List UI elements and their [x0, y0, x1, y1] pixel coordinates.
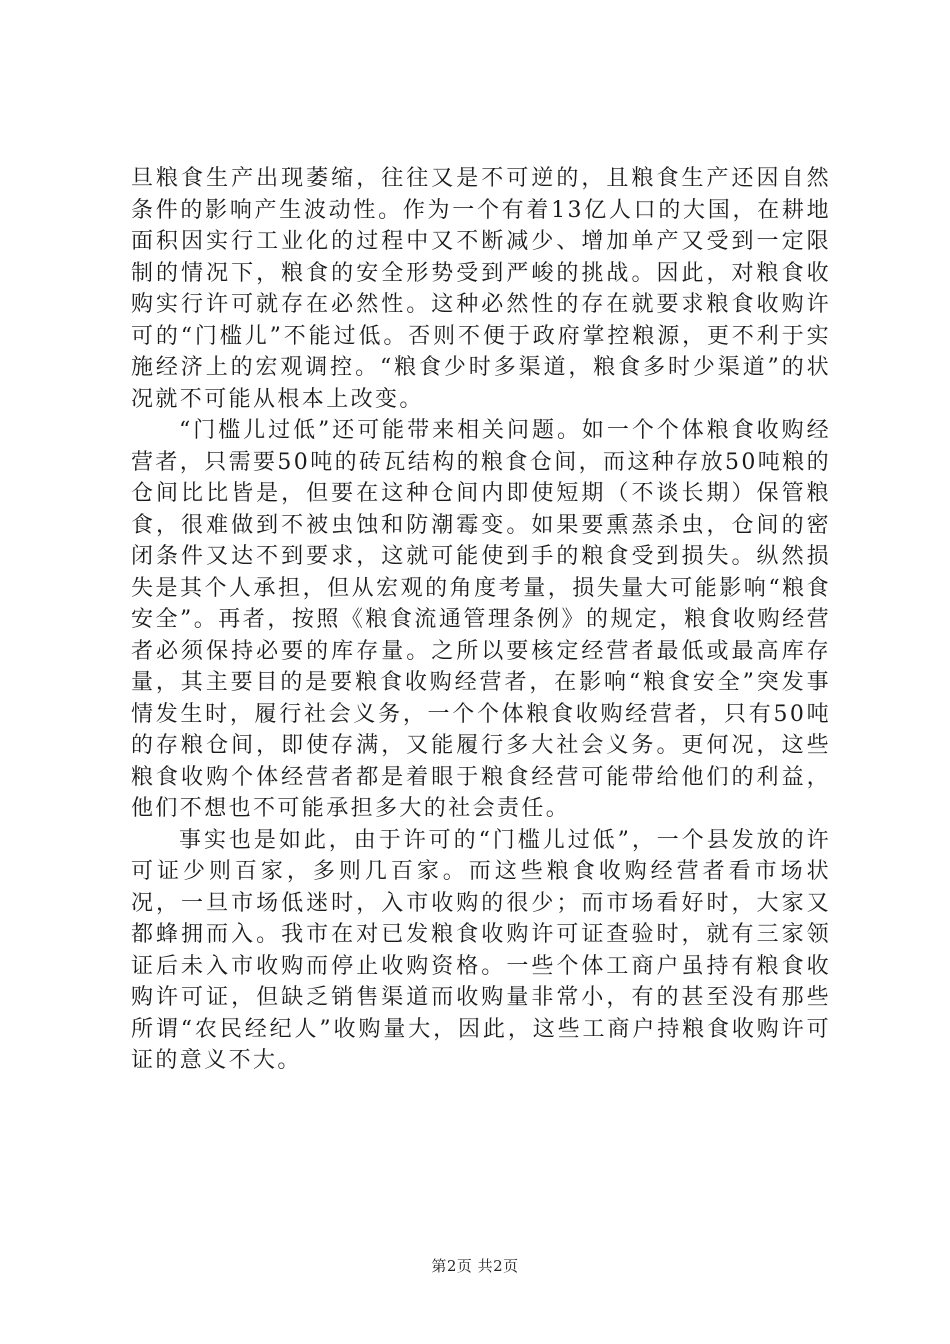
document-body	[131, 163, 831, 1077]
page-footer: 第2页 共2页	[431, 1257, 519, 1275]
paragraph-3: 事实也是如此，由于许可的“门槛儿过低”，一个县发放的许可证少则百家，多则几百家。而这些粮食收购经营者看市场状况，一旦市场低迷时，入市收购的很少；而市场看好时，大家又都蜂拥而入。我市在对已发粮食收购许可证查验时，就有三家领证后未入市收购而停止收购资格。一些个体工商户虽持有粮食收购许可证，但缺乏销售渠道而收购量非常小，有的甚至没有那些所谓“农民经纪人”收购量大，因此，这些工商户持粮食收购许可证的意义不大。	[131, 827, 831, 1073]
paragraph-2: “门槛儿过低”还可能带来相关问题。如一个个体粮食收购经营者，只需要50吨的砖瓦结构的粮食仓间，而这种存放50吨粮的仓间比比皆是，但要在这种仓间内即使短期（不谈长期）保管粮食，很难做到不被虫蚀和防潮霉变。如果要熏蒸杀虫，仓间的密闭条件又达不到要求，这就可能使到手的粮食受到损失。纵然损失是其个人承担，但从宏观的角度考量，损失量大可能影响“粮食安全”。再者，按照《粮食流通管理条例》的规定，粮食收购经营者必须保持必要的库存量。之所以要核定经营者最低或最高库存量，其主要目的是要粮食收购经营者，在影响“粮食安全”突发事情发生时，履行社会义务，一个个体粮食收购经营者，只有50吨的存粮仓间，即使存满，又能履行多大社会义务。更何况，这些粮食收购个体经营者都是着眼于粮食经营可能带给他们的利益，他们不想也不可能承担多大的社会责任。	[131, 418, 831, 821]
paragraph-1: 旦粮食生产出现萎缩，往往又是不可逆的，且粮食生产还因自然条件的影响产生波动性。作为一个有着13亿人口的大国，在耕地面积因实行工业化的过程中又不断减少、增加单产又受到一定限制的情况下，粮食的安全形势受到严峻的挑战。因此，对粮食收购实行许可就存在必然性。这种必然性的存在就要求粮食收购许可的“门槛儿”不能过低。否则不便于政府掌控粮源，更不利于实施经济上的宏观调控。“粮食少时多渠道，粮食多时少渠道”的状况就不可能从根本上改变。	[131, 166, 831, 412]
